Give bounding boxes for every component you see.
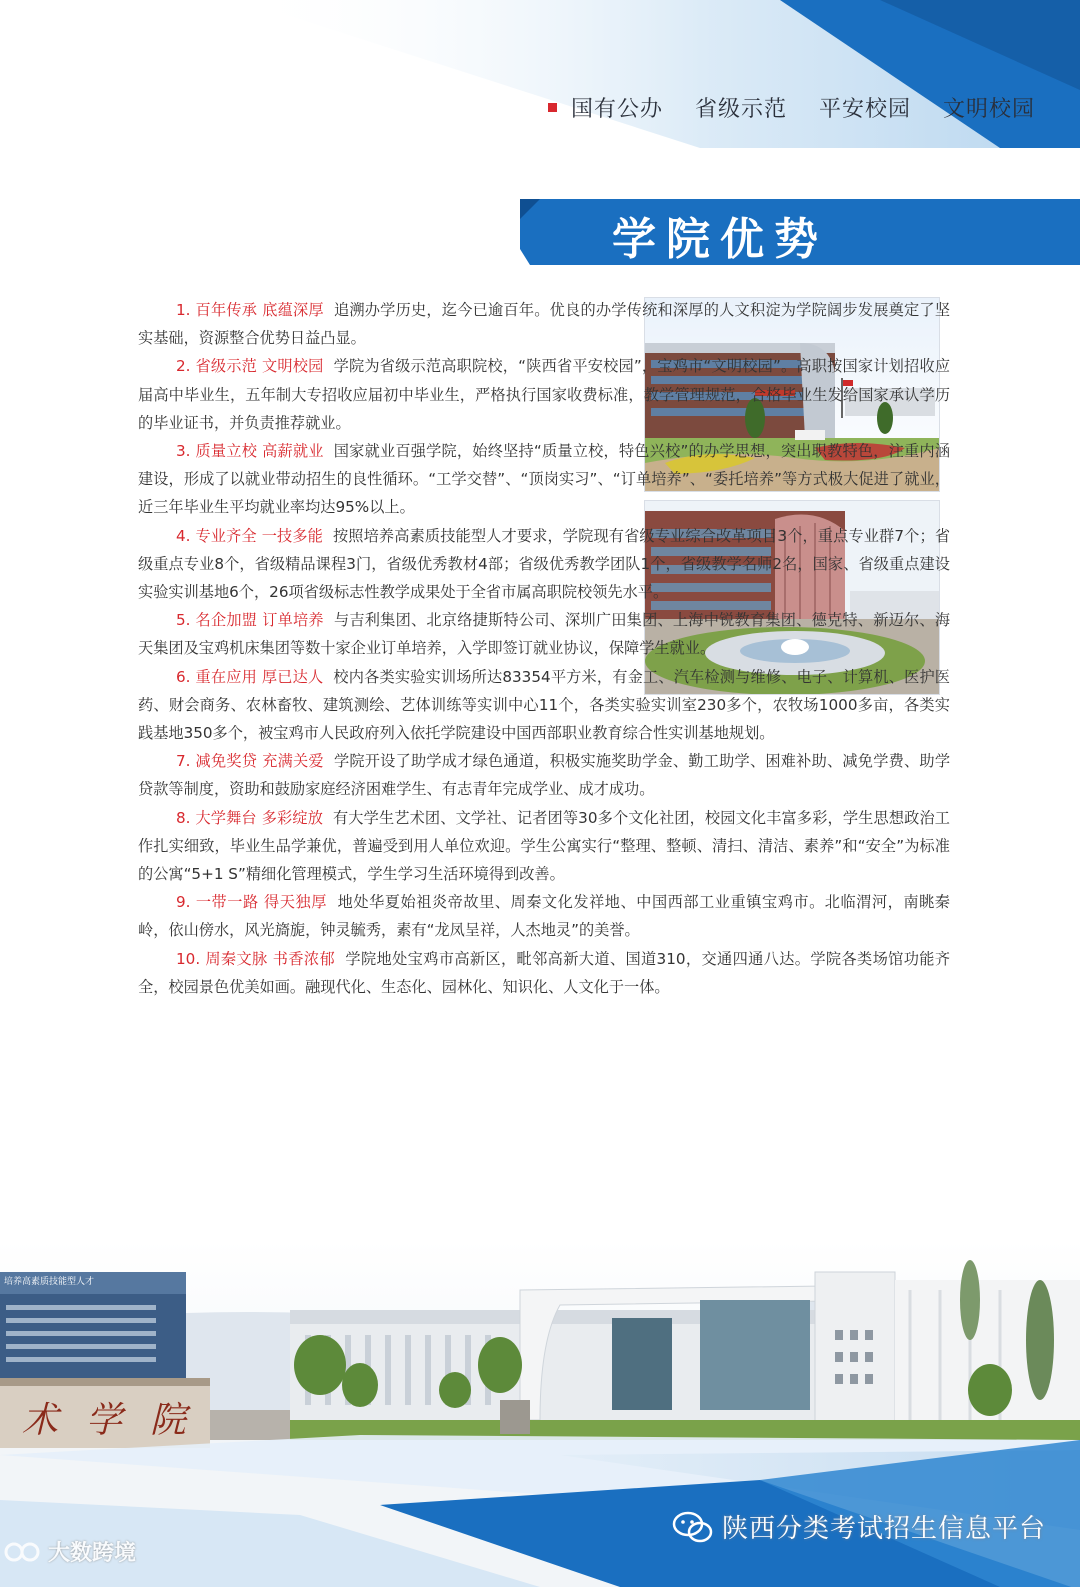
advantages-list [138,296,950,1001]
header-tagline [548,92,1035,123]
advantage-body: 按照培养高素质技能型人才要求，学院现有省级专业综合改革项目3个，重点专业群7个；省级重点专业8个，省级精品课程3门，省级优秀教材4部；省级优秀教学团队1个，省级教学名师2名，国家、省级重点建设实验实训基地6个，26项省级标志性教学成果处于全省市属高职院校领先水平。 [138,526,951,602]
watermark-left [4,1536,136,1567]
advantage-heading: 8. 大学舞台 多彩绽放 [176,808,324,827]
watermark-right [672,1508,1046,1545]
advantage-body: 地处华夏始祖炎帝故里、周秦文化发祥地、中国西部工业重镇宝鸡市。北临渭河，南眺秦岭，依山傍水，风光旖旎，钟灵毓秀，素有“龙凤呈祥，人杰地灵”的美誉。 [138,893,950,940]
section-title-band [520,199,1080,265]
watermark-left-text: 大数跨境 [48,1541,137,1566]
brand-logo-icon [4,1538,44,1566]
gate-sign-text: 术学院 [22,1400,215,1441]
advantage-body: 校内各类实验实训场所达83354平方米，有金工、汽车检测与维修、电子、计算机、医护医药、财会商务、农林畜牧、建筑测绘、艺体训练等实训中心11个，各类实验实训室230多个，农牧场1000多亩，各类实践基地350多个，被宝鸡市人民政府列入依托学院建设中国西部职业教育综合性实训基地规划。 [138,667,950,743]
advantage-heading: 10. 周秦文脉 书香浓郁 [176,949,336,968]
advantage-body: 国家就业百强学院，始终坚持“质量立校，特色兴校”的办学思想，突出职教特色，注重内涵建设，形成了以就业带动招生的良性循环。“工学交替”、“顶岗实习”、“订单培养”、“委托培养”等方式极大促进了就业，近三年毕业生平均就业率均达95%以上。 [138,442,951,517]
wechat-icon [672,1509,714,1545]
advantage-heading: 9. 一带一路 得天独厚 [176,893,327,912]
advantage-item [138,888,950,944]
advantage-body: 追溯办学历史，迄今已逾百年。优良的办学传统和深厚的人文积淀为学院阔步发展奠定了坚实基础，资源整合优势日益凸显。 [138,301,951,348]
section-title: 学院优势 [612,214,828,265]
advantage-item [138,296,950,352]
watermark-right-text: 陕西分类考试招生信息平台 [722,1514,1047,1544]
building-banner-sign: 培养高素质技能型人才 [4,1277,95,1287]
advantage-item [138,606,950,662]
advantage-item [138,945,950,1001]
advantage-heading: 6. 重在应用 厚已达人 [176,667,324,686]
advantage-item [138,663,950,748]
advantage-item [138,804,950,889]
advantage-heading: 3. 质量立校 高薪就业 [176,442,324,461]
advantage-item [138,437,950,522]
advantage-heading: 2. 省级示范 文明校园 [176,357,324,376]
bullet-square-icon [548,103,557,112]
advantage-body: 学院为省级示范高职院校，“陕西省平安校园”，宝鸡市“文明校园”。高职按国家计划招收应届高中毕业生，五年制大专招收应届初中毕业生，严格执行国家收费标准，教学管理规范，合格毕业生发给国家承认学历的毕业证书，并负责推荐就业。 [138,357,951,432]
advantage-body: 学院开设了助学成才绿色通道，积极实施奖助学金、勤工助学、困难补助、减免学费、助学贷款等制度，资助和鼓励家庭经济困难学生、有志青年完成学业、成才成功。 [138,752,951,799]
advantage-body: 有大学生艺术团、文学社、记者团等30多个文化社团，校园文化丰富多彩，学生思想政治工作扎实细致，毕业生品学兼优，普遍受到用人单位欢迎。学生公寓实行“整理、整顿、清扫、清洁、素养”和“安全”为标准的公寓“5+1 S”精细化管理模式，学生学习生活环境得到改善。 [138,808,950,884]
advantage-item [138,522,950,607]
advantage-heading: 1. 百年传承 底蕴深厚 [176,301,324,319]
advantage-heading: 7. 减免奖贷 充满关爱 [176,752,324,771]
advantage-item [138,352,950,437]
advantage-heading: 4. 专业齐全 一技多能 [176,526,324,545]
tagline-text: 国有公办 省级示范 平安校园 文明校园 [571,97,1035,122]
advantage-item [138,747,950,803]
advantage-body: 学院地处宝鸡市高新区，毗邻高新大道、国道310，交通四通八达。学院各类场馆功能齐全，校园景色优美如画。融现代化、生态化、园林化、知识化、人文化于一体。 [138,949,951,996]
advantage-heading: 5. 名企加盟 订单培养 [176,611,324,630]
advantage-body: 与吉利集团、北京络捷斯特公司、深圳广田集团、上海中锐教育集团、德克特、新迈尔、海天集团及宝鸡机床集团等数十家企业订单培养，入学即签订就业协议，保障学生就业。 [138,611,951,658]
